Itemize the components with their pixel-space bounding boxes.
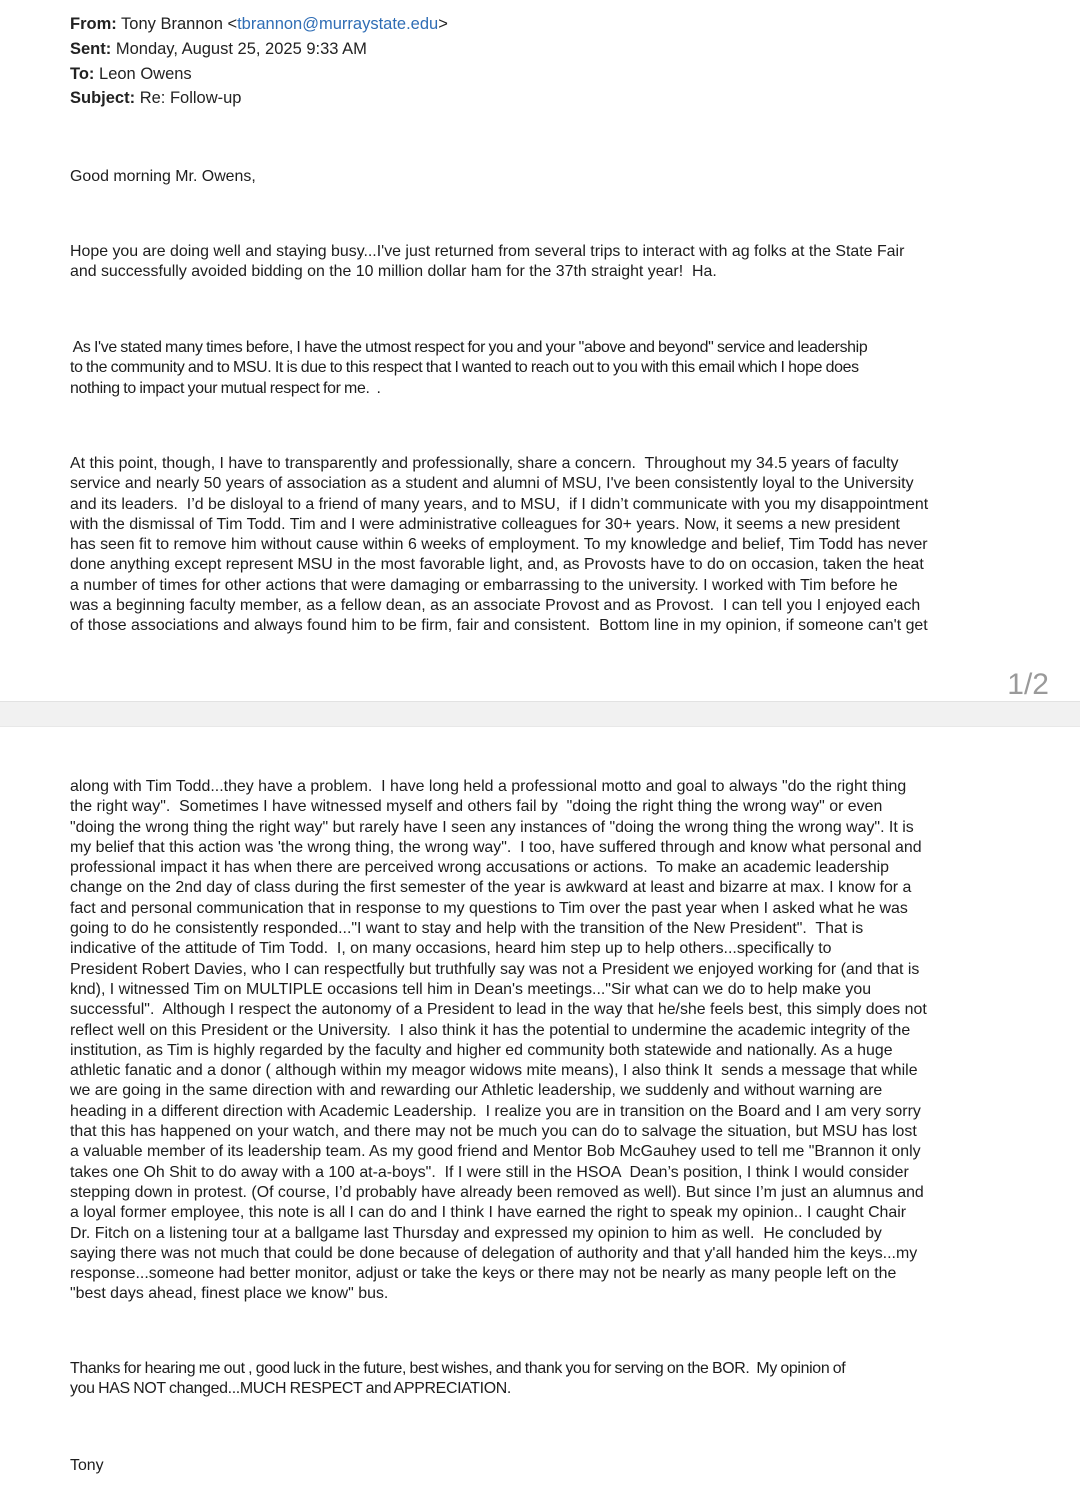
paragraph-line: and its leaders. I’d be disloyal to a friend of many years, and to MSU, if I didn’t communicate with you my disappointment (70, 495, 929, 513)
sent-row (70, 40, 367, 59)
paragraph-line: "best days ahead, finest place we know" bus. (70, 1285, 389, 1303)
to-label: To: (70, 65, 95, 83)
from-email-close: > (438, 15, 448, 33)
page-indicator: 1/2 (1007, 668, 1049, 701)
page-divider (0, 701, 1080, 727)
paragraph-line: fact and personal communication that in response to my questions to Tim over the past year when I asked what he was (70, 899, 908, 917)
paragraph-line: has seen fit to remove him without cause within 6 weeks of employment. To my knowledge and belief, Tim Todd has never (70, 536, 928, 554)
paragraph-line: knd), I witnessed Tim on MULTIPLE occasions tell him in Dean's meetings..."Sir what can we do to help make you (70, 980, 872, 998)
paragraph-line: was a beginning faculty member, as a fellow dean, as an associate Provost and as Provost. I can tell you I enjoyed each (70, 597, 921, 615)
paragraph-line: heading in a different direction with Academic Leadership. I realize you are in transition on the Board and I am very sorry (70, 1102, 921, 1120)
from-name: Tony Brannon < (121, 15, 238, 33)
paragraph-line: to the community and to MSU. It is due to this respect that I wanted to reach out to you with this email which I hope does (70, 359, 859, 377)
paragraph-line: a number of times for other actions that were damaging or embarrassing to the university. I worked with Tim before he (70, 576, 898, 594)
salutation-text: Good morning Mr. Owens, (70, 168, 256, 185)
salutation (70, 167, 1030, 187)
paragraph-line: going to do he consistently responded..."I want to stay and help with the transition of the New President". That is (70, 920, 864, 938)
paragraph-line: Dr. Fitch on a listening tour at a ballgame last Thursday and expressed my opinion to him as well. He concluded by (70, 1224, 882, 1242)
paragraph-line: As I've stated many times before, I have the utmost respect for you and your "above and beyond" service and leadership (70, 339, 868, 356)
paragraph-line: that this has happened on your watch, and there may not be much you can do to salvage the situation, but MSU has lost (70, 1123, 917, 1141)
paragraph-line: Hope you are doing well and staying busy...I've just returned from several trips to interact with ag folks at the State Fair (70, 243, 905, 260)
from-email-link[interactable]: tbrannon@murraystate.edu (237, 15, 439, 33)
signature-text: Tony (70, 1457, 104, 1474)
subject-label: Subject: (70, 89, 136, 107)
paragraph-line: athletic fanatic and a donor ( although within my meagor widows mite means), I also think It sends a message that while (70, 1062, 918, 1080)
paragraph-line: nothing to impact your mutual respect for me. . (70, 379, 381, 397)
paragraph-line: with the dismissal of Tim Todd. Tim and I were administrative colleagues for 30+ years. Now, it seems a new president (70, 515, 900, 533)
signature (70, 1456, 1030, 1476)
subject-row (70, 89, 241, 108)
from-row (70, 15, 448, 34)
paragraph-line: successful". Although I respect the autonomy of a President to lead in the way that he/she feels best, this simply does not (70, 1001, 927, 1019)
subject-value: Re: Follow-up (139, 89, 242, 107)
to-row (70, 65, 192, 84)
closing-paragraph (70, 1359, 1030, 1400)
paragraph-line: of those associations and always found him to be firm, fair and consistent. Bottom line in my opinion, if someone can't get (70, 617, 928, 635)
paragraph-line: saying there was not much that could be done because of delegation of authority and that y'all handed him the keys...my (70, 1244, 918, 1262)
paragraph-line: indicative of the attitude of Tim Todd. I, on many occasions, heard him step up to help others...specifically to (70, 940, 832, 958)
from-label: From: (70, 15, 117, 33)
paragraph-3 (70, 454, 1030, 637)
paragraph-line: we are going in the same direction with and rewarding our Athletic leadership, we suddenly and without warning are (70, 1082, 883, 1100)
paragraph-line: institution, as Tim is highly regarded by the faculty and higher ed community both statewide and nationally. As a huge (70, 1041, 893, 1059)
paragraph-line: the right way". Sometimes I have witnessed myself and others fail by "doing the right thing the wrong way" or even (70, 798, 883, 816)
paragraph-line: "doing the wrong thing the right way" but rarely have I seen any instances of "doing the wrong thing the wrong way". It is (70, 818, 914, 836)
paragraph-line: you HAS NOT changed...MUCH RESPECT and APPRECIATION. (70, 1380, 511, 1398)
paragraph-4 (70, 777, 1030, 1305)
paragraph-line: stepping down in protest. (Of course, I’d probably have already been removed as well). But since I’m just an alumnus and (70, 1183, 924, 1201)
paragraph-line: a valuable member of its leadership team. As my good friend and Mentor Bob McGauhey used to tell me "Brannon it only (70, 1143, 921, 1161)
paragraph-line: reflect well on this President or the University. I also think it has the potential to undermine the academic integrity of the (70, 1021, 911, 1039)
paragraph-line: my belief that this action was 'the wrong thing, the wrong way". I too, have suffered through and know what personal and (70, 838, 922, 856)
to-value: Leon Owens (99, 65, 192, 83)
paragraph-line: a loyal former employee, this note is all I can do and I think I have earned the right to speak my opinion.. I caught Chair (70, 1204, 907, 1222)
paragraph-1 (70, 242, 1030, 283)
paragraph-line: service and nearly 50 years of association as a student and alumni of MSU, I've been consistently loyal to the University (70, 475, 914, 493)
paragraph-line: At this point, though, I have to transparently and professionally, share a concern. Throughout my 34.5 years of faculty (70, 455, 899, 472)
paragraph-line: Thanks for hearing me out , good luck in the future, best wishes, and thank you for serving on the BOR. My opinion of (70, 1360, 846, 1377)
paragraph-line: takes one Oh Shit to do away with a 100 at-a-boys". If I were still in the HSOA Dean’s position, I think I would consider (70, 1163, 909, 1181)
paragraph-line: President Robert Davies, who I can respectfully but truthfully say was not a President we enjoyed working for (and that is (70, 960, 920, 978)
paragraph-2 (70, 338, 1030, 399)
paragraph-line: along with Tim Todd...they have a problem. I have long held a professional motto and goal to always "do the right thing (70, 778, 907, 795)
paragraph-line: change on the 2nd day of class during the first semester of the year is awkward at least and bizarre at max. I know for a (70, 879, 912, 897)
paragraph-line: and successfully avoided bidding on the 10 million dollar ham for the 37th straight year! Ha. (70, 263, 717, 281)
sent-label: Sent: (70, 40, 112, 58)
paragraph-line: response...someone had better monitor, adjust or take the keys or there may not be nearly as many people left on the (70, 1265, 897, 1283)
paragraph-line: done anything except represent MSU in the most favorable light, and, as Provosts have to do on occasion, taken the heat (70, 556, 924, 574)
paragraph-line: professional impact it has when there are perceived wrong accusations or actions. To make an academic leadership (70, 859, 889, 877)
sent-value: Monday, August 25, 2025 9:33 AM (115, 40, 367, 58)
